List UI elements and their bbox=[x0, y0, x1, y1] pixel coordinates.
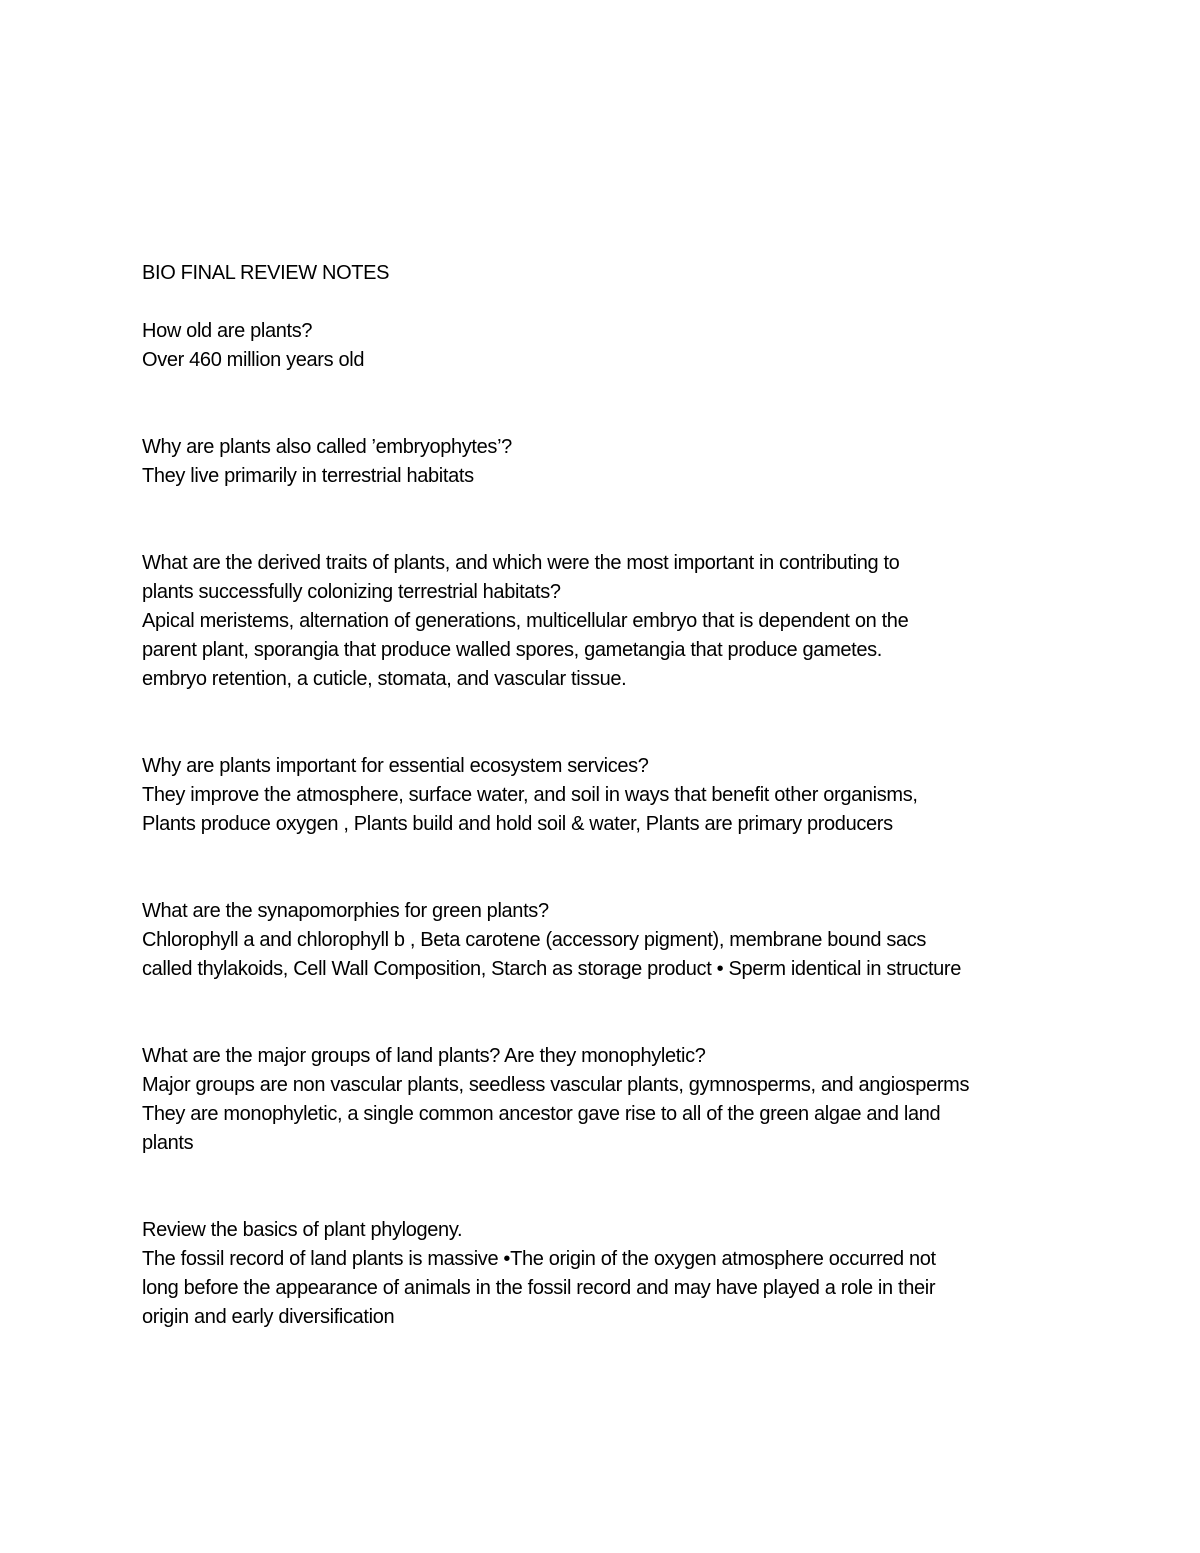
answer-line: The fossil record of land plants is massive •The origin of the oxygen atmosphere occurred not bbox=[142, 1248, 936, 1270]
document-body bbox=[142, 259, 1142, 1332]
answer-line: They improve the atmosphere, surface water, and soil in ways that benefit other organisms, bbox=[142, 784, 918, 806]
answer-line: plants bbox=[142, 1132, 194, 1154]
answer-line: Apical meristems, alternation of generations, multicellular embryo that is dependent on the bbox=[142, 610, 909, 632]
spacer bbox=[142, 694, 1142, 752]
qa-section bbox=[142, 1216, 1142, 1332]
document-title: BIO FINAL REVIEW NOTES bbox=[142, 262, 390, 284]
answer-line: called thylakoids, Cell Wall Composition, Starch as storage product • Sperm identical in structure bbox=[142, 958, 962, 980]
spacer bbox=[142, 984, 1142, 1042]
spacer bbox=[142, 1158, 1142, 1216]
answer-line: origin and early diversification bbox=[142, 1306, 395, 1328]
question-line: What are the synapomorphies for green plants? bbox=[142, 900, 549, 922]
question-line: plants successfully colonizing terrestrial habitats? bbox=[142, 581, 561, 603]
question-line: How old are plants? bbox=[142, 320, 313, 342]
question-line: Why are plants important for essential ecosystem services? bbox=[142, 755, 649, 777]
answer-line: They are monophyletic, a single common ancestor gave rise to all of the green algae and land bbox=[142, 1103, 941, 1125]
qa-section bbox=[142, 317, 1142, 375]
qa-section bbox=[142, 1042, 1142, 1158]
answer-line: parent plant, sporangia that produce walled spores, gametangia that produce gametes. bbox=[142, 639, 882, 661]
answer-line: embryo retention, a cuticle, stomata, and vascular tissue. bbox=[142, 668, 627, 690]
spacer bbox=[142, 375, 1142, 433]
question-line: What are the derived traits of plants, and which were the most important in contributing to bbox=[142, 552, 900, 574]
qa-section bbox=[142, 897, 1142, 984]
qa-section bbox=[142, 549, 1142, 694]
spacer bbox=[142, 288, 1142, 317]
answer-line: Over 460 million years old bbox=[142, 349, 365, 371]
answer-line: long before the appearance of animals in the fossil record and may have played a role in their bbox=[142, 1277, 936, 1299]
question-line: Review the basics of plant phylogeny. bbox=[142, 1219, 463, 1241]
answer-line: They live primarily in terrestrial habitats bbox=[142, 465, 474, 487]
answer-line: Major groups are non vascular plants, seedless vascular plants, gymnosperms, and angiosperms bbox=[142, 1074, 970, 1096]
spacer bbox=[142, 491, 1142, 549]
spacer bbox=[142, 839, 1142, 897]
qa-section bbox=[142, 433, 1142, 491]
answer-line: Chlorophyll a and chlorophyll b , Beta carotene (accessory pigment), membrane bound sacs bbox=[142, 929, 927, 951]
qa-section bbox=[142, 752, 1142, 839]
question-line: What are the major groups of land plants? Are they monophyletic? bbox=[142, 1045, 706, 1067]
answer-line: Plants produce oxygen , Plants build and hold soil & water, Plants are primary producers bbox=[142, 813, 893, 835]
question-line: Why are plants also called ’embryophytes’? bbox=[142, 436, 512, 458]
